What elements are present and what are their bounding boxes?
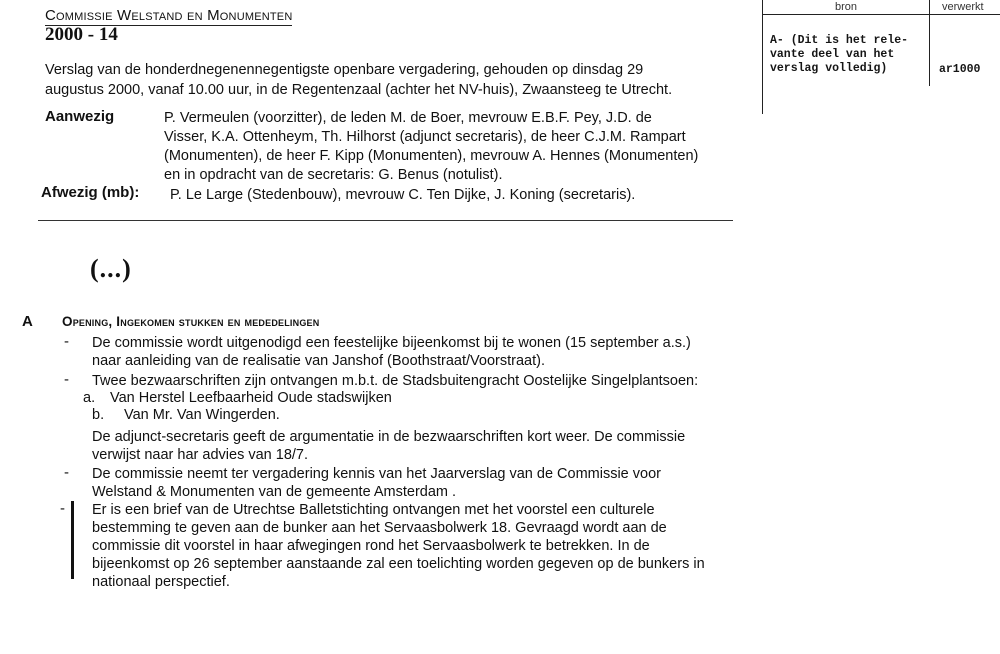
stamp-border (762, 14, 1000, 15)
archive-stamp (762, 0, 1000, 114)
item4-line-1: Er is een brief van de Utrechtse Balletstichting ontvangen met het voorstel een culturele (92, 502, 655, 518)
commission-name: Commissie Welstand en Monumenten (45, 7, 293, 24)
bullet-dash: - (64, 464, 69, 481)
present-line-4: en in opdracht van de secretaris: G. Benus (notulist). (164, 167, 503, 183)
bullet-dash: - (64, 333, 69, 350)
sub-b-text: Van Mr. Van Wingerden. (124, 407, 280, 423)
stamp-bron-line-2: vante deel van het (770, 48, 895, 61)
item4-line-3: commissie dit voorstel in haar afwegingen rond het Servaasbolwerk te betrekken. In de (92, 538, 650, 554)
bullet-dash: - (64, 371, 69, 388)
stamp-verwerkt-header: verwerkt (942, 1, 984, 13)
sub-a-marker: a. (83, 390, 96, 406)
item4-line-2: bestemming te geven aan de bunker aan het Servaasbolwerk 18. Gevraagd wordt aan de (92, 520, 667, 536)
item2-tail-line-2: verwijst naar har advies van 18/7. (92, 447, 308, 463)
stamp-border (929, 0, 930, 86)
stamp-border (762, 0, 763, 114)
stamp-bron-header: bron (835, 1, 858, 13)
intro-line-1: Verslag van de honderdnegenennegentigste openbare vergadering, gehouden op dinsdag 29 (45, 62, 644, 78)
present-line-3: (Monumenten), de heer F. Kipp (Monumenten), mevrouw A. Hennes (Monumenten) (164, 148, 699, 164)
sub-a-text: Van Herstel Leefbaarheid Oude stadswijken (110, 390, 392, 406)
item2-line: Twee bezwaarschriften zijn ontvangen m.b.t. de Stadsbuitengracht Oostelijke Singelplantsoen: (92, 373, 699, 389)
item1-line-2: naar aanleiding van de realisatie van Janshof (Boothstraat/Voorstraat). (92, 353, 545, 369)
item1-line-1: De commissie wordt uitgenodigd een feestelijke bijeenkomst bij te wonen (15 september a.s.) (92, 335, 691, 351)
section-title: Opening, Ingekomen stukken en mededelingen (62, 314, 320, 329)
item2-tail-line-1: De adjunct-secretaris geeft de argumentatie in de bezwaarschriften kort weer. De commissie (92, 429, 686, 445)
stamp-bron-line-1: A- (Dit is het rele- (770, 34, 909, 47)
absent-label: Afwezig (mb): (41, 184, 140, 201)
absent-line: P. Le Large (Stedenbouw), mevrouw C. Ten Dijke, J. Koning (secretaris). (170, 187, 636, 203)
present-line-1: P. Vermeulen (voorzitter), de leden M. de Boer, mevrouw E.B.F. Pey, J.D. de (164, 110, 652, 126)
present-line-2: Visser, K.A. Ottenheym, Th. Hilhorst (adjunct secretaris), de heer C.J.M. Rampart (164, 129, 686, 145)
section-letter: A (22, 313, 33, 330)
present-label: Aanwezig (45, 108, 115, 125)
stamp-bron-line-3: verslag volledig) (770, 62, 888, 75)
stamp-verwerkt-value: ar1000 (939, 63, 981, 76)
sub-b-marker: b. (92, 407, 105, 423)
divider (38, 220, 733, 221)
intro-line-2: augustus 2000, vanaf 10.00 uur, in de Regentenzaal (achter het NV-huis), Zwaansteeg te Utrecht. (45, 82, 673, 98)
item4-line-5: nationaal perspectief. (92, 574, 230, 590)
margin-mark (71, 501, 74, 579)
report-number: 2000 - 14 (45, 24, 118, 45)
bullet-dash: - (60, 500, 65, 517)
item3-line-2: Welstand & Monumenten van de gemeente Amsterdam . (92, 484, 457, 500)
omission-marker: (...) (90, 254, 132, 283)
item4-line-4: bijeenkomst op 26 september aanstaande zal een toelichting worden gegeven op de bunkers in (92, 556, 705, 572)
item3-line-1: De commissie neemt ter vergadering kennis van het Jaarverslag van de Commissie voor (92, 466, 661, 482)
